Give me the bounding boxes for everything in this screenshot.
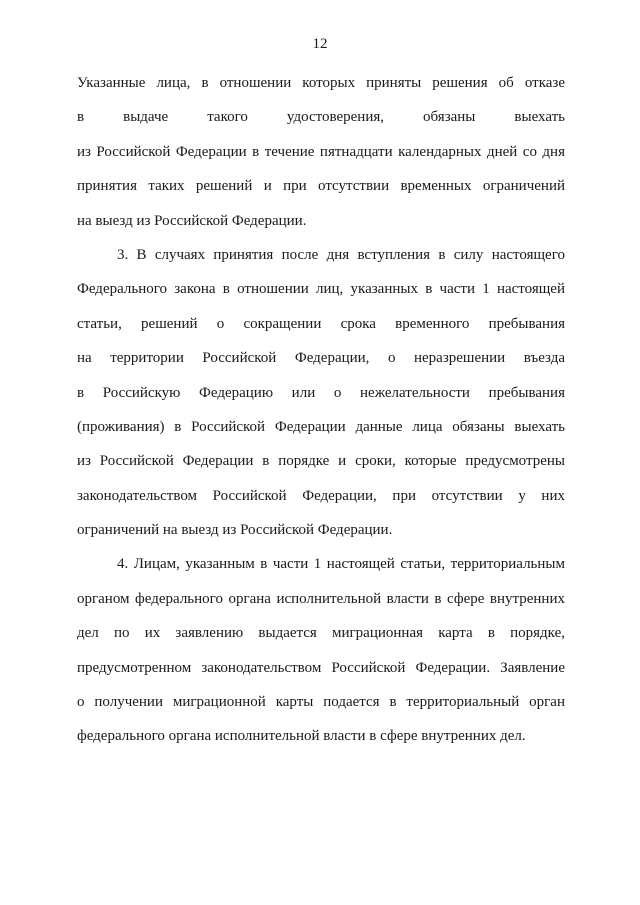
text-line: ограничений на выезд из Российской Федерации. (77, 522, 393, 539)
text-line: статьи, решений о сокращении срока временного пребывания (77, 315, 565, 332)
paragraph-1 (77, 72, 565, 244)
text-line: из Российской Федерации в течение пятнадцати календарных дней со дня (77, 143, 565, 160)
text-line: в выдаче такого удостоверения, обязаны выехать (77, 109, 565, 126)
text-line: органом федерального органа исполнительной власти в сфере внутренних (77, 590, 565, 607)
text-line: 4. Лицам, указанным в части 1 настоящей статьи, территориальным (117, 556, 565, 573)
text-line: на выезд из Российской Федерации. (77, 212, 307, 229)
text-line: дел по их заявлению выдается миграционная карта в порядке, (77, 625, 565, 642)
paragraph-2 (77, 244, 565, 554)
text-line: законодательством Российской Федерации, при отсутствии у них (77, 487, 565, 504)
paragraph-3 (77, 553, 565, 759)
text-line: Федерального закона в отношении лиц, указанных в части 1 настоящей (77, 281, 565, 298)
text-line: Указанные лица, в отношении которых приняты решения об отказе (77, 75, 565, 91)
text-line: о получении миграционной карты подается в территориальный орган (77, 694, 565, 711)
text-line: на территории Российской Федерации, о неразрешении въезда (77, 350, 565, 367)
text-line: из Российской Федерации в порядке и сроки, которые предусмотрены (77, 453, 565, 470)
text-line: (проживания) в Российской Федерации данные лица обязаны выехать (77, 418, 565, 435)
text-line: принятия таких решений и при отсутствии временных ограничений (77, 178, 565, 195)
page-number: 12 (312, 36, 328, 52)
text-line: федерального органа исполнительной власти в сфере внутренних дел. (77, 728, 526, 745)
text-line: предусмотренном законодательством Российской Федерации. Заявление (77, 659, 565, 676)
document-body (77, 72, 565, 760)
text-line: в Российскую Федерацию или о нежелательности пребывания (77, 384, 565, 401)
text-line: 3. В случаях принятия после дня вступления в силу настоящего (117, 246, 565, 263)
